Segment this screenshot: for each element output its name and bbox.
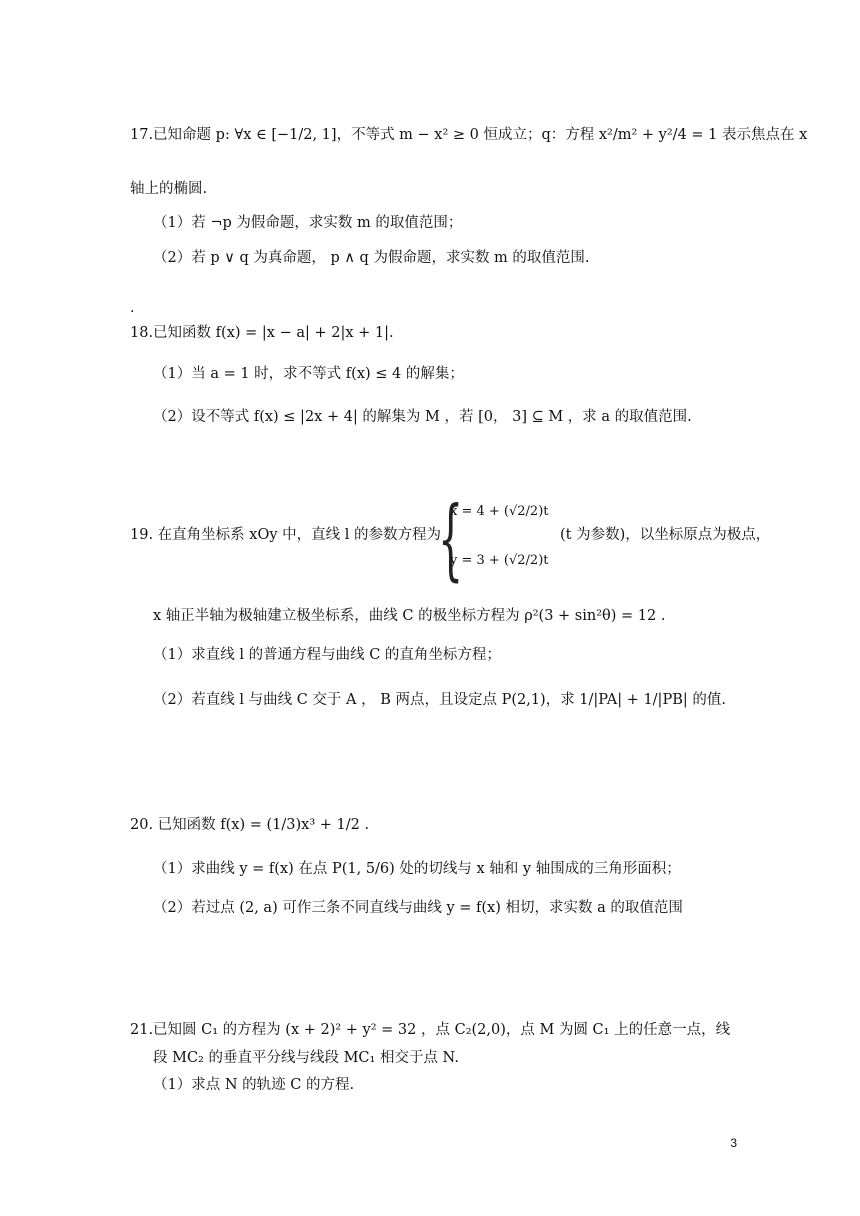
q17-stem: 17.已知命题 p: ∀x ∈ [−1/2, 1]，不等式 m − x² ≥ 0 恒成立；q：方程 x²/m² + y²/4 = 1 表示焦点在 x	[130, 127, 808, 143]
q20-part1: （1）求曲线 y = f(x) 在点 P(1, 5/6) 处的切线与 x 轴和 y 轴围成的三角形面积；	[153, 861, 681, 877]
q19-stem-continuation: x 轴正半轴为极轴建立极坐标系，曲线 C 的极坐标方程为 ρ²(3 + sin²θ) = 12 .	[153, 608, 666, 624]
q19-stem-right: (t 为参数)，以坐标原点为极点，	[560, 527, 771, 543]
q18-stem: 18.已知函数 f(x) = |x − a| + 2|x + 1|.	[130, 325, 394, 341]
q21-stem-continuation: 段 MC₂ 的垂直平分线与线段 MC₁ 相交于点 N.	[153, 1050, 459, 1066]
q19-part1: （1）求直线 l 的普通方程与曲线 C 的直角坐标方程；	[153, 647, 501, 663]
q17-stem-continuation: 轴上的椭圆.	[130, 181, 208, 197]
q19-brace: {	[438, 487, 464, 590]
page-number: 3	[730, 1136, 737, 1150]
separator-dot: .	[130, 300, 135, 316]
q19-equation-y: y = 3 + (√2/2)t	[450, 553, 549, 568]
q17-part2: （2）若 p ∨ q 为真命题， p ∧ q 为假命题，求实数 m 的取值范围.	[153, 250, 590, 266]
q21-stem: 21.已知圆 C₁ 的方程为 (x + 2)² + y² = 32 ，点 C₂(2,0)，点 M 为圆 C₁ 上的任意一点，线	[130, 1022, 731, 1038]
q20-stem: 20. 已知函数 f(x) = (1/3)x³ + 1/2 .	[130, 817, 370, 833]
q18-part1: （1）当 a = 1 时，求不等式 f(x) ≤ 4 的解集；	[153, 366, 464, 382]
q17-part1: （1）若 ¬p 为假命题，求实数 m 的取值范围；	[153, 215, 463, 231]
q21-part1: （1）求点 N 的轨迹 C 的方程.	[153, 1077, 355, 1093]
q18-part2: （2）设不等式 f(x) ≤ |2x + 4| 的解集为 M ，若 [0， 3] ⊆ M ，求 a 的取值范围.	[153, 409, 692, 425]
q20-part2: （2）若过点 (2, a) 可作三条不同直线与曲线 y = f(x) 相切，求实数 a 的取值范围	[153, 900, 683, 916]
q19-equation-x: x = 4 + (√2/2)t	[450, 504, 549, 519]
q19-stem-left: 19. 在直角坐标系 xOy 中，直线 l 的参数方程为	[130, 527, 441, 543]
q19-part2: （2）若直线 l 与曲线 C 交于 A ， B 两点，且设定点 P(2,1)，求 1/|PA| + 1/|PB| 的值.	[153, 692, 726, 708]
